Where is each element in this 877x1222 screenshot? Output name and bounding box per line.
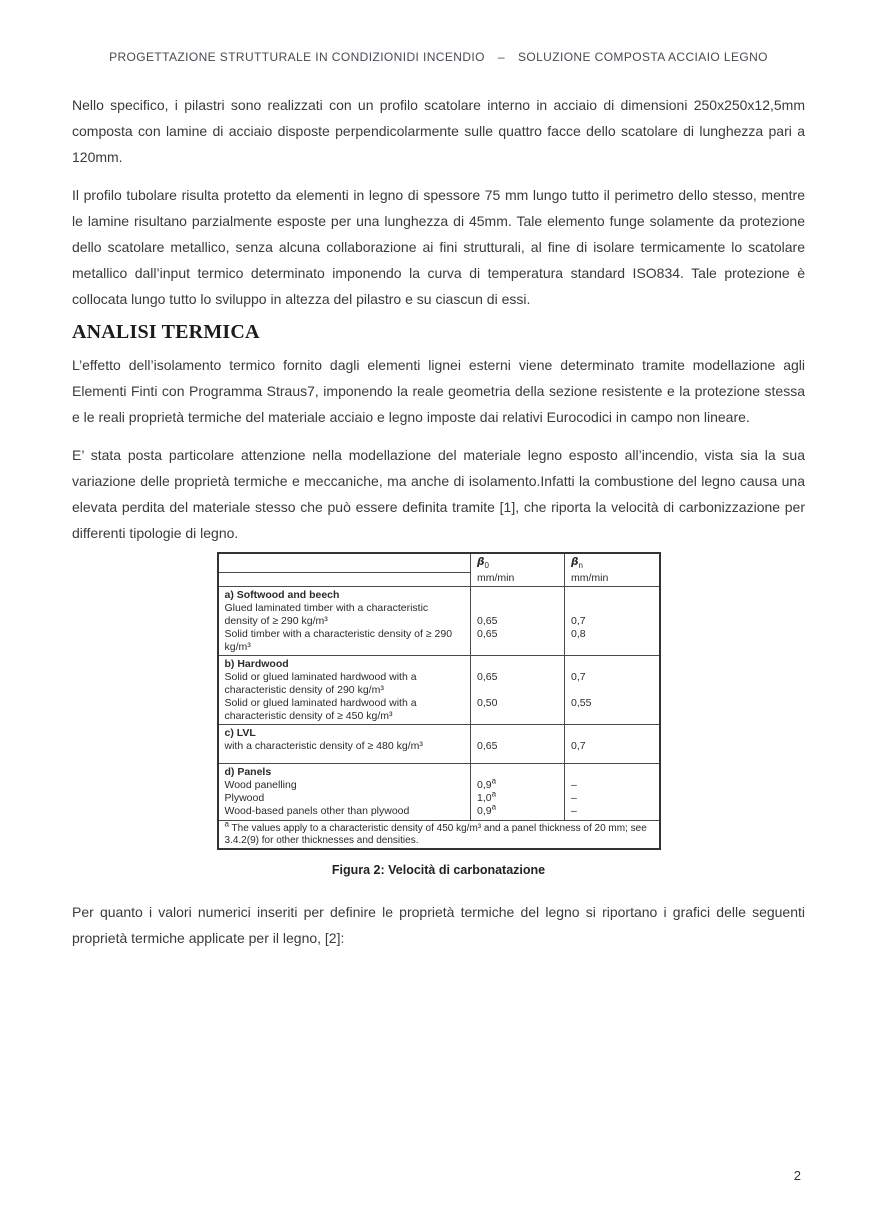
material-label: Solid timber with a characteristic density of ≥ 290 kg/m³ xyxy=(224,628,453,654)
rate-value: 0,65 xyxy=(477,628,498,641)
betan-unit: mm/min xyxy=(571,572,609,585)
material-label: Wood-based panels other than plywood xyxy=(224,805,410,818)
rate-value: 0,50 xyxy=(477,697,498,710)
header-title-left: PROGETTAZIONE STRUTTURALE IN CONDIZIONIDI INCENDIO xyxy=(109,50,485,64)
document-header xyxy=(72,0,805,64)
paragraph-pilastri: Nello specifico, i pilastri sono realizzati con un profilo scatolare interno in acciaio di dimensioni 250x250x12,5mm composta con lamine di acciaio disposte perpendicolarmente sulle quattro facce dello scatolare di lunghezza pari a 120mm. xyxy=(72,97,805,165)
section-title: c) LVL xyxy=(224,727,256,740)
rate-value: – xyxy=(571,805,577,818)
table-footnote-row xyxy=(218,821,660,850)
betan-value-cell xyxy=(565,725,660,764)
rate-value: 1,0$^a$ xyxy=(477,789,497,805)
section-heading-analisi-termica: ANALISI TERMICA xyxy=(72,321,260,343)
rate-value: 0,65 xyxy=(477,740,498,753)
rate-value: 0,8 xyxy=(571,628,586,641)
beta0-value-cell xyxy=(471,725,565,764)
header-title-right: SOLUZIONE COMPOSTA ACCIAIO LEGNO xyxy=(517,50,768,64)
table-header-row xyxy=(218,553,660,587)
figure-2 xyxy=(72,552,805,877)
section-label-cell xyxy=(218,725,471,764)
section-label-cell xyxy=(218,656,471,725)
paragraph-effetto-isolamento: L’effetto dell’isolamento termico fornito dagli elementi lignei esterni viene determinato tramite modellazione agli Elementi Finti con Programma Straus7, imponendo la reale geometria della sezione resistente e la protezione stessa e le reali proprietà termiche del materiale acciaio e legno imposte dai relativi Eurocodici in campo non lineare. xyxy=(72,357,805,425)
table-footnote: $^a$ The values apply to a characteristic density of 450 kg/m³ and a panel thickness of 20 mm; see 3.4.2(9) for other thicknesses and densities. xyxy=(218,821,660,850)
betan-value-cell xyxy=(565,656,660,725)
rate-value: 0,7 xyxy=(571,740,586,753)
beta0-value-cell xyxy=(471,764,565,821)
rate-value: – xyxy=(571,779,577,792)
beta0-value-cell xyxy=(471,656,565,725)
rate-value: 0,65 xyxy=(477,615,498,628)
rate-value: 0,7 xyxy=(571,615,586,628)
page-number: 2 xyxy=(793,1168,801,1183)
table-section-row xyxy=(218,764,660,821)
section-title: b) Hardwood xyxy=(224,658,289,671)
rate-value: 0,9$^a$ xyxy=(477,802,497,818)
table-header-betan: $\beta_n$ mm/min xyxy=(565,553,660,587)
rate-value: 0,55 xyxy=(571,697,592,710)
table-header-empty-cell xyxy=(218,553,471,587)
material-label: Wood panelling xyxy=(224,779,297,792)
paragraph-attenzione-modellazione: E’ stata posta particolare attenzione nella modellazione del materiale legno esposto all’incendio, vista sia la sua variazione delle proprietà termiche e meccaniche, ma anche di isolamento.Infatti la combustione del legno causa una elevata perdita del materiale stesso che può essere definita tramite [1], che riporta la velocità di carbonizzazione per differenti tipologie di legno. xyxy=(72,447,805,541)
material-label: Glued laminated timber with a characteristic density of ≥ 290 kg/m³ xyxy=(224,602,429,628)
rate-value: 0,7 xyxy=(571,671,586,684)
header-dash: – xyxy=(497,50,505,64)
rate-value: 0,65 xyxy=(477,671,498,684)
material-label: with a characteristic density of ≥ 480 kg/m³ xyxy=(224,740,423,753)
beta0-value-cell xyxy=(471,587,565,656)
table-section-row xyxy=(218,725,660,764)
figure-caption: Figura 2: Velocità di carbonatazione xyxy=(331,863,546,878)
betan-value-cell xyxy=(565,764,660,821)
table-section-row xyxy=(218,656,660,725)
betan-value-cell xyxy=(565,587,660,656)
rate-value: – xyxy=(571,792,577,805)
rate-value: 0,9$^a$ xyxy=(477,776,497,792)
table-section-row xyxy=(218,587,660,656)
paragraph-valori-numerici: Per quanto i valori numerici inseriti per definire le proprietà termiche del legno si riportano i grafici delle seguenti proprietà termiche applicate per il legno, [2]: xyxy=(72,904,805,947)
material-label: Solid or glued laminated hardwood with a characteristic density of ≥ 450 kg/m³ xyxy=(224,697,417,723)
table-header-beta0: $\beta_0$ mm/min xyxy=(471,553,565,587)
section-title: a) Softwood and beech xyxy=(224,589,340,602)
carbonization-rate-table xyxy=(217,552,661,850)
section-title: d) Panels xyxy=(224,766,272,779)
section-label-cell xyxy=(218,764,471,821)
beta0-unit: mm/min xyxy=(477,572,515,585)
material-label: Plywood xyxy=(224,792,265,805)
material-label: Solid or glued laminated hardwood with a characteristic density of 290 kg/m³ xyxy=(224,671,417,697)
section-label-cell xyxy=(218,587,471,656)
paragraph-profilo-tubolare: Il profilo tubolare risulta protetto da elementi in legno di spessore 75 mm lungo tutto il perimetro dello stesso, mentre le lamine risultano parzialmente esposte per una lunghezza di 45mm. Tale elemento funge solamente da protezione dello scatolare metallico, senza alcuna collaborazione ai fini strutturali, al fine di isolare termicamente lo scatolare metallico dall’input termico determinato imponendo la curva di temperatura standard ISO834. Tale protezione è collocata lungo tutto lo sviluppo in altezza del pilastro e su ciascun di essi. xyxy=(72,187,805,307)
header-split-line xyxy=(219,572,471,573)
